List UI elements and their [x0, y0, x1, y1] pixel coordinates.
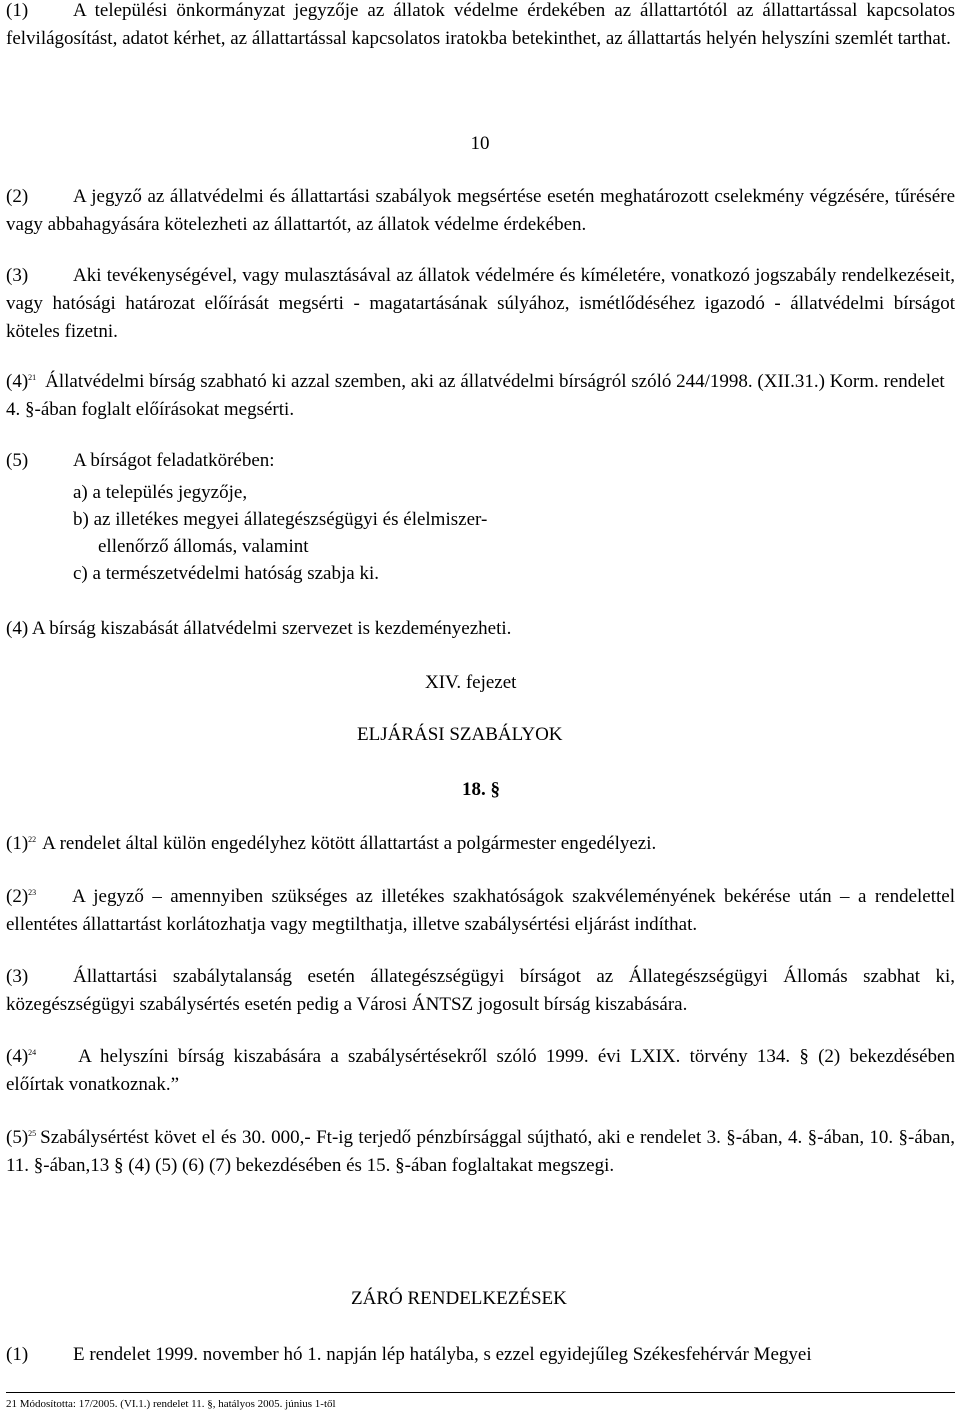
paragraph-number: (5)	[6, 1127, 29, 1148]
paragraph-number: (3)	[6, 966, 29, 987]
closing-title: ZÁRÓ RENDELKEZÉSEK	[351, 1288, 567, 1309]
paragraph-2	[6, 183, 955, 239]
section-paragraph-5	[6, 1124, 955, 1180]
paragraph-number: (1)	[6, 0, 29, 21]
page-number-text: 10	[470, 133, 490, 154]
paragraph-number: (2)	[6, 186, 29, 207]
paragraph-number: (1)	[6, 1344, 29, 1365]
paragraph-number: (1)	[6, 833, 29, 854]
list-item: b) az illetékes megyei állategészségügyi és élelmiszer-	[73, 509, 488, 530]
section-paragraph-3	[6, 963, 955, 1019]
paragraph-text: Állatvédelmi bírság szabható ki azzal szemben, aki az állatvédelmi bírságról szóló 244/1998. (XII.31.) Korm. rendelet 4. §-ában foglalt előírásokat megsérti.	[6, 371, 945, 420]
paragraph-text: Aki tevékenységével, vagy mulasztásával az állatok védelmére és kíméletére, vonatkozó jogszabály rendelkezéseit, vagy hatósági határozat előírását megsérti - magatartásának súlyához, ismétlődéséhez igazodó - állatvédelmi bírságot köteles fizetni.	[6, 265, 955, 342]
paragraph-5-fine-authorities	[6, 447, 955, 475]
chapter-number: XIV. fejezet	[425, 672, 517, 693]
paragraph-number: (2)	[6, 886, 29, 907]
paragraph-4-amended	[6, 368, 955, 424]
section-paragraph-2	[6, 883, 955, 939]
closing-paragraph-1	[6, 1341, 955, 1369]
paragraph-text: Szabálysértést követ el és 30. 000,- Ft-ig terjedő pénzbírsággal sújtható, aki e rendelet 3. §-ában, 4. §-ában, 10. §-ában, 11. §-ában,13 § (4) (5) (6) (7) bekezdésében és 15. §-ában foglaltakat megszegi.	[6, 1127, 955, 1176]
paragraph-number: (3)	[6, 265, 29, 286]
page-number	[0, 130, 960, 158]
section-heading: 18. §	[462, 779, 500, 800]
list-item-continuation: ellenőrző állomás, valamint	[98, 536, 309, 557]
footnote-separator	[6, 1392, 955, 1393]
footnote-ref: 25	[28, 1128, 37, 1138]
paragraph-4-initiation	[6, 615, 955, 643]
section-paragraph-4	[6, 1043, 955, 1099]
footnote-21: 21 Módosította: 17/2005. (VI.1.) rendelet 11. §, hatályos 2005. június 1-től	[6, 1398, 336, 1410]
chapter-title: ELJÁRÁSI SZABÁLYOK	[357, 724, 563, 745]
footnote-ref: 21	[28, 372, 37, 382]
paragraph-text: Állattartási szabálytalanság esetén állategészségügyi bírságot az Állategészségügyi Állomás szabhat ki, közegészségügyi szabálysértés esetén pedig a Városi ÁNTSZ jogosult bírság kiszabására.	[6, 966, 955, 1015]
paragraph-number: (5)	[6, 450, 29, 471]
paragraph-text: E rendelet 1999. november hó 1. napján lép hatályba, s ezzel egyidejűleg Székesfehérvár Megyei	[73, 1344, 812, 1365]
paragraph-1	[6, 0, 955, 53]
paragraph-text: A települési önkormányzat jegyzője az állatok védelme érdekében az állattartótól az állattartással kapcsolatos felvilágosítást, adatot kérhet, az állattartással kapcsolatos iratokba betekinthet, az állattartás helyén helyszíni szemlét tarthat.	[6, 0, 955, 49]
list-item: a) a település jegyzője,	[73, 482, 248, 503]
paragraph-text: A jegyző az állatvédelmi és állattartási szabályok megsértése esetén meghatározott cselekmény végzésére, tűrésére vagy abbahagyására kötelezheti az állattartót, az állatok védelme érdekében.	[6, 186, 955, 235]
authority-list	[73, 479, 487, 587]
paragraph-text: A helyszíni bírság kiszabására a szabálysértésekről szóló 1999. évi LXIX. törvény 134. § (2) bekezdésében előírtak vonatkoznak.”	[6, 1046, 955, 1095]
paragraph-intro: A bírságot feladatkörében:	[73, 450, 275, 471]
paragraph-text: A jegyző – amennyiben szükséges az illetékes szakhatóságok szakvéleményének bekérése után – a rendelettel ellentétes állattartást korlátozhatja vagy megtilthatja, illetve szabálysértési eljárást indíthat.	[6, 886, 955, 935]
footnote-ref: 22	[28, 834, 37, 844]
paragraph-3	[6, 262, 955, 346]
paragraph-text: A rendelet által külön engedélyhez kötött állattartást a polgármester engedélyezi.	[42, 833, 657, 854]
list-item: c) a természetvédelmi hatóság szabja ki.	[73, 563, 379, 584]
footnote-ref: 24	[28, 1047, 37, 1057]
section-paragraph-1	[6, 830, 955, 858]
paragraph-number: (4)	[6, 371, 29, 392]
footnote-ref: 23	[28, 887, 37, 897]
paragraph-text: (4) A bírság kiszabását állatvédelmi szervezet is kezdeményezheti.	[6, 618, 512, 639]
paragraph-number: (4)	[6, 1046, 29, 1067]
